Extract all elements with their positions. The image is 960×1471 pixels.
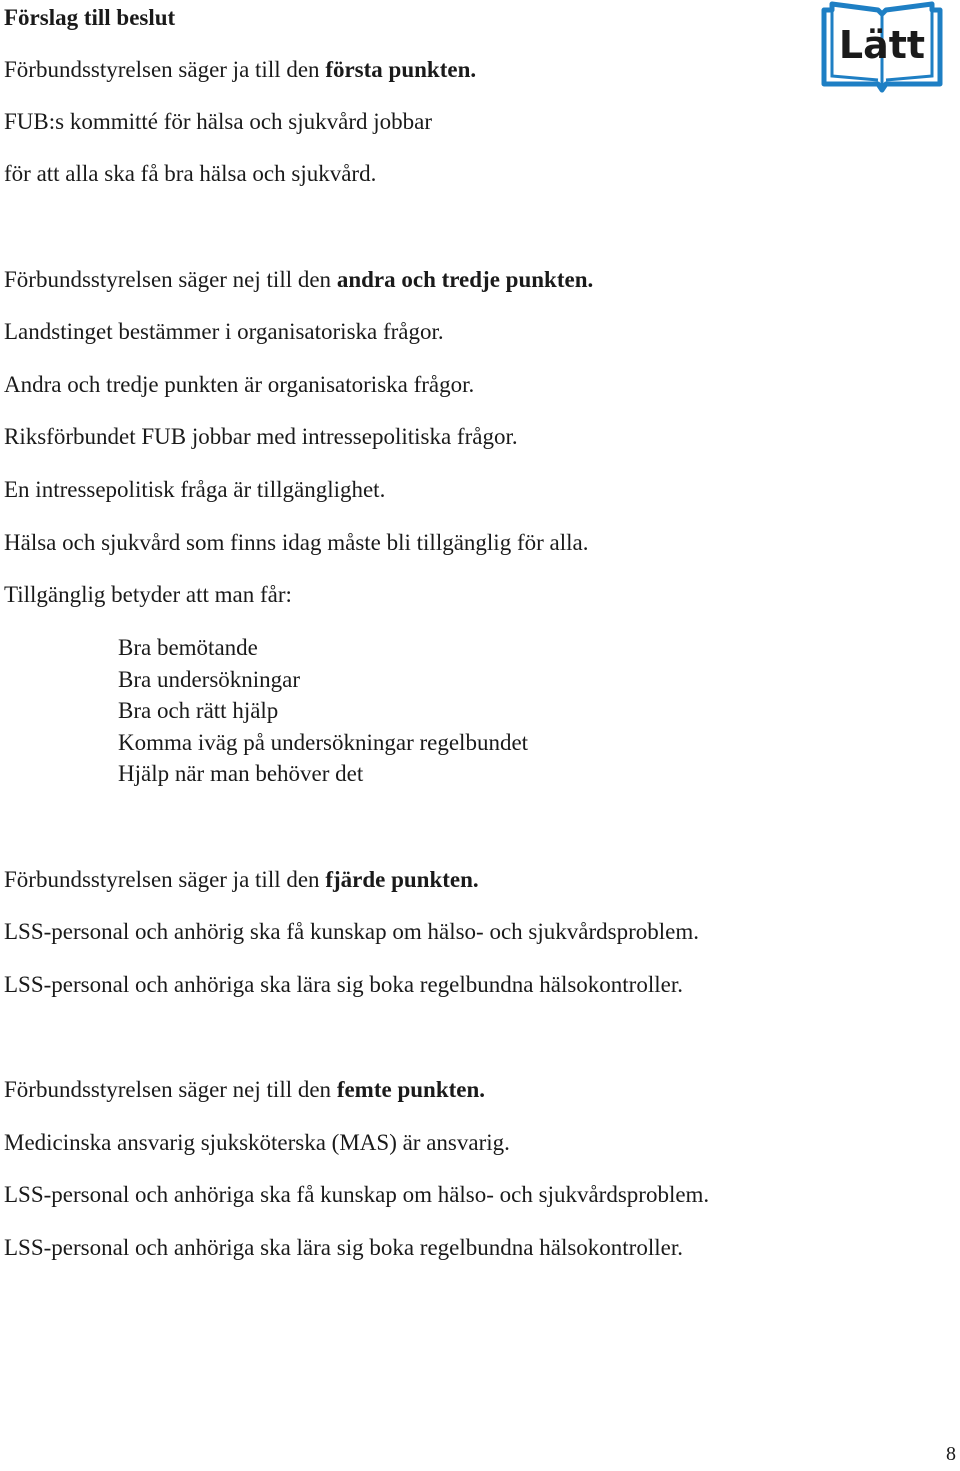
paragraph-5: Landstinget bestämmer i organisatoriska frågor.	[4, 319, 444, 344]
paragraph-14: Förbundsstyrelsen säger nej till den femte punkten.	[4, 1077, 486, 1102]
latt-logo-icon	[820, 0, 944, 94]
page-number: 8	[946, 1443, 956, 1465]
page-heading: Förslag till beslut	[4, 5, 176, 30]
logo-text: Lätt	[838, 23, 926, 67]
paragraph-13: LSS-personal och anhöriga ska lära sig boka regelbundna hälsokontroller.	[4, 972, 683, 997]
paragraph-11: Förbundsstyrelsen säger ja till den fjärde punkten.	[4, 867, 479, 892]
paragraph-2: FUB:s kommitté för hälsa och sjukvård jobbar	[4, 109, 432, 134]
paragraph-7: Riksförbundet FUB jobbar med intressepolitiska frågor.	[4, 424, 518, 449]
paragraph-9: Hälsa och sjukvård som finns idag måste bli tillgänglig för alla.	[4, 530, 589, 555]
paragraph-15: Medicinska ansvarig sjuksköterska (MAS) är ansvarig.	[4, 1130, 510, 1155]
paragraph-3: för att alla ska få bra hälsa och sjukvård.	[4, 161, 377, 186]
list-item: Bra och rätt hjälp	[118, 698, 279, 723]
list-item: Bra bemötande	[118, 635, 258, 660]
paragraph-4: Förbundsstyrelsen säger nej till den andra och tredje punkten.	[4, 267, 594, 292]
paragraph-10: Tillgänglig betyder att man får:	[4, 582, 292, 607]
list-item: Bra undersökningar	[118, 667, 301, 692]
paragraph-16: LSS-personal och anhöriga ska få kunskap om hälso- och sjukvårdsproblem.	[4, 1182, 710, 1207]
paragraph-12: LSS-personal och anhörig ska få kunskap om hälso- och sjukvårdsproblem.	[4, 919, 699, 944]
paragraph-6: Andra och tredje punkten är organisatoriska frågor.	[4, 372, 475, 397]
paragraph-1: Förbundsstyrelsen säger ja till den första punkten.	[4, 57, 477, 82]
list-item: Komma iväg på undersökningar regelbundet	[118, 730, 529, 755]
paragraph-17: LSS-personal och anhöriga ska lära sig boka regelbundna hälsokontroller.	[4, 1235, 683, 1260]
paragraph-8: En intressepolitisk fråga är tillgänglighet.	[4, 477, 386, 502]
list-item: Hjälp när man behöver det	[118, 761, 364, 786]
